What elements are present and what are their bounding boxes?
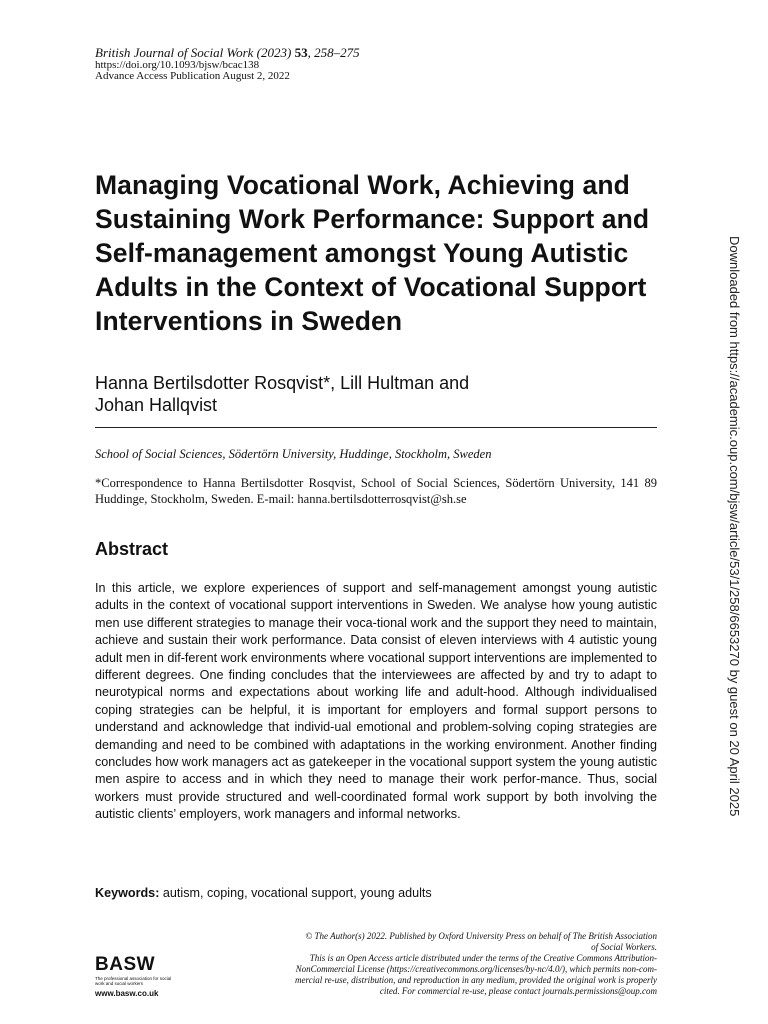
download-watermark: Downloaded from https://academic.oup.com/bjsw/article/53/1/258/6653270 by guest on 20 April 2025 xyxy=(727,236,742,817)
license-line-1: © The Author(s) 2022. Published by Oxford University Press on behalf of The British Association xyxy=(305,931,657,941)
journal-pages: , 258–275 xyxy=(307,45,360,60)
correspondence: *Correspondence to Hanna Bertilsdotter Rosqvist, School of Social Sciences, Södertörn University, 141 89 Huddinge, Stockholm, Sweden. E-mail: hanna.bertilsdotterrosqvist@sh.se xyxy=(95,476,657,506)
basw-logo-tagline: The professional association for social work and social workers xyxy=(95,976,172,986)
license-line-6: cited. For commercial re-use, please contact journals.permissions@oup.com xyxy=(379,986,657,996)
license-line-4: NonCommercial License (https://creativecommons.org/licenses/by-nc/4.0/), which permits non-com- xyxy=(295,964,657,974)
authors-line-2: Johan Hallqvist xyxy=(95,395,218,415)
license-line-2: of Social Workers. xyxy=(591,942,657,952)
title-divider xyxy=(95,427,657,428)
keywords xyxy=(95,886,432,900)
authors xyxy=(95,372,469,416)
abstract-heading: Abstract xyxy=(95,539,169,559)
abstract-text: In this article, we explore experiences of support and self-management amongst young autistic adults in the context of vocational support interventions in Sweden. We analyse how young autistic men use different strategies to manage their voca-tional work and the support they need to maintain, achieve and sustain their work performance. Data consist of eleven interviews with 4 autistic young adult men in dif-ferent work environments where vocational support interventions are implemented to different degrees. One finding concludes that the interviewees are affected by and try to adapt to neurotypical norms and expectations about working life and adult-hood. Although individualised coping strategies can be helpful, it is important for employers and formal support persons to understand and acknowledge that individ-ual emotional and problem-solving coping strategies are demanding and need to be combined with adaptations in the working environment. Another finding concludes how work managers act as gatekeeper in the vocational support system the young autistic men aspire to access and in which they need to manage their work perfor-mance. Thus, social workers must provide structured and well-coordinated formal work support by both involving the autistic clients’ employers, work managers and informal networks. xyxy=(95,581,657,822)
journal-volume: 53 xyxy=(294,45,308,60)
license-notice xyxy=(222,931,657,997)
affiliation: School of Social Sciences, Södertörn University, Huddinge, Stockholm, Sweden xyxy=(95,447,492,461)
license-line-5: mercial re-use, distribution, and reproduction in any medium, provided the original work is properly xyxy=(295,975,657,985)
article-title: Managing Vocational Work, Achieving and Sustaining Work Performance: Support and Self-management amongst Young Autistic Adults in the Context of Vocational Support Interventions in Sweden xyxy=(95,170,650,336)
journal-citation xyxy=(95,46,360,60)
keywords-label: Keywords: xyxy=(95,886,160,900)
license-line-3: This is an Open Access article distributed under the terms of the Creative Commons Attribution- xyxy=(309,953,657,963)
basw-logo-mark: BASW xyxy=(95,954,156,975)
advance-access: Advance Access Publication August 2, 2022 xyxy=(95,70,290,82)
journal-header xyxy=(95,46,360,82)
keywords-value: autism, coping, vocational support, young adults xyxy=(159,886,432,900)
journal-name: British Journal of Social Work (2023) xyxy=(95,45,292,60)
basw-url[interactable]: www.basw.co.uk xyxy=(95,989,159,998)
doi-link[interactable]: https://doi.org/10.1093/bjsw/bcac138 xyxy=(95,59,260,71)
authors-line-1: Hanna Bertilsdotter Rosqvist*, Lill Hultman and xyxy=(95,373,470,393)
basw-logo xyxy=(95,955,175,998)
